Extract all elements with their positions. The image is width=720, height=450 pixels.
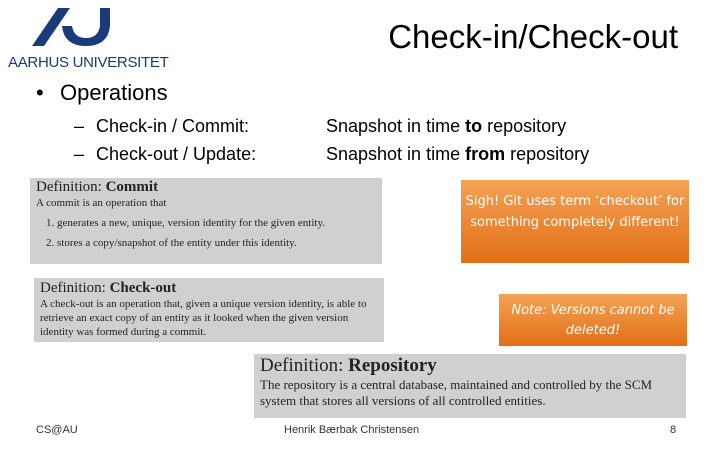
def-title-bold: Commit bbox=[105, 179, 159, 195]
au-logo bbox=[8, 6, 178, 70]
def-title-bold: Repository bbox=[348, 355, 437, 376]
definition-body: A commit is an operation that bbox=[36, 197, 167, 209]
desc-bold: from bbox=[465, 144, 506, 164]
page-number: 8 bbox=[670, 424, 677, 436]
desc-post: repository bbox=[505, 144, 590, 164]
footer-left: CS@AU bbox=[36, 424, 78, 436]
def-title-pre: Definition: bbox=[40, 280, 110, 296]
definition-title bbox=[260, 355, 680, 377]
sub-item-checkin-desc bbox=[326, 116, 566, 137]
footer-author: Henrik Bærbak Christensen bbox=[284, 424, 420, 436]
sub-item-checkin bbox=[74, 116, 249, 137]
dash: – bbox=[74, 116, 85, 136]
desc-bold: to bbox=[465, 116, 483, 136]
bullet-text: Operations bbox=[60, 80, 168, 105]
bullet-operations bbox=[36, 80, 168, 106]
callout-git-checkout: Sigh! Git uses term ‘checkout’ for something completely different! bbox=[461, 180, 689, 263]
definition-checkout bbox=[34, 278, 384, 342]
def-title-pre: Definition: bbox=[36, 179, 106, 195]
sub-item-label: Check-out / Update: bbox=[96, 144, 257, 164]
definition-commit bbox=[30, 178, 382, 264]
definition-list bbox=[36, 213, 376, 253]
definition-repository bbox=[254, 354, 686, 418]
sub-item-checkout-desc bbox=[326, 144, 589, 165]
list-item: 1. generates a new, unique, version identity for the given entity. bbox=[46, 217, 325, 229]
slide-title: Check-in/Check-out bbox=[388, 18, 678, 55]
def-title-pre: Definition: bbox=[260, 355, 349, 376]
callout-versions-note: Note: Versions cannot be deleted! bbox=[499, 294, 687, 346]
desc-pre: Snapshot in time bbox=[326, 144, 466, 164]
definition-body: The repository is a central database, maintained and controlled by the SCM system that stores all versions of all controlled entities. bbox=[260, 377, 653, 408]
list-item: 2. stores a copy/snapshot of the entity under this identity. bbox=[46, 237, 297, 249]
sub-item-label: Check-in / Commit: bbox=[96, 116, 250, 136]
logo-text: AARHUS UNIVERSITET bbox=[8, 54, 169, 71]
sub-item-checkout bbox=[74, 144, 256, 165]
desc-pre: Snapshot in time bbox=[326, 116, 466, 136]
definition-body: A check-out is an operation that, given a unique version identity, is able to retrieve an exact copy of an entity as it looked when the given version identity was formed during a commit. bbox=[40, 298, 367, 338]
bullet-dot: • bbox=[36, 80, 44, 105]
au-seal-icon bbox=[28, 6, 148, 50]
definition-title bbox=[40, 280, 378, 297]
def-title-bold: Check-out bbox=[109, 280, 177, 296]
dash: – bbox=[74, 144, 85, 164]
desc-post: repository bbox=[482, 116, 567, 136]
definition-title bbox=[36, 179, 376, 196]
